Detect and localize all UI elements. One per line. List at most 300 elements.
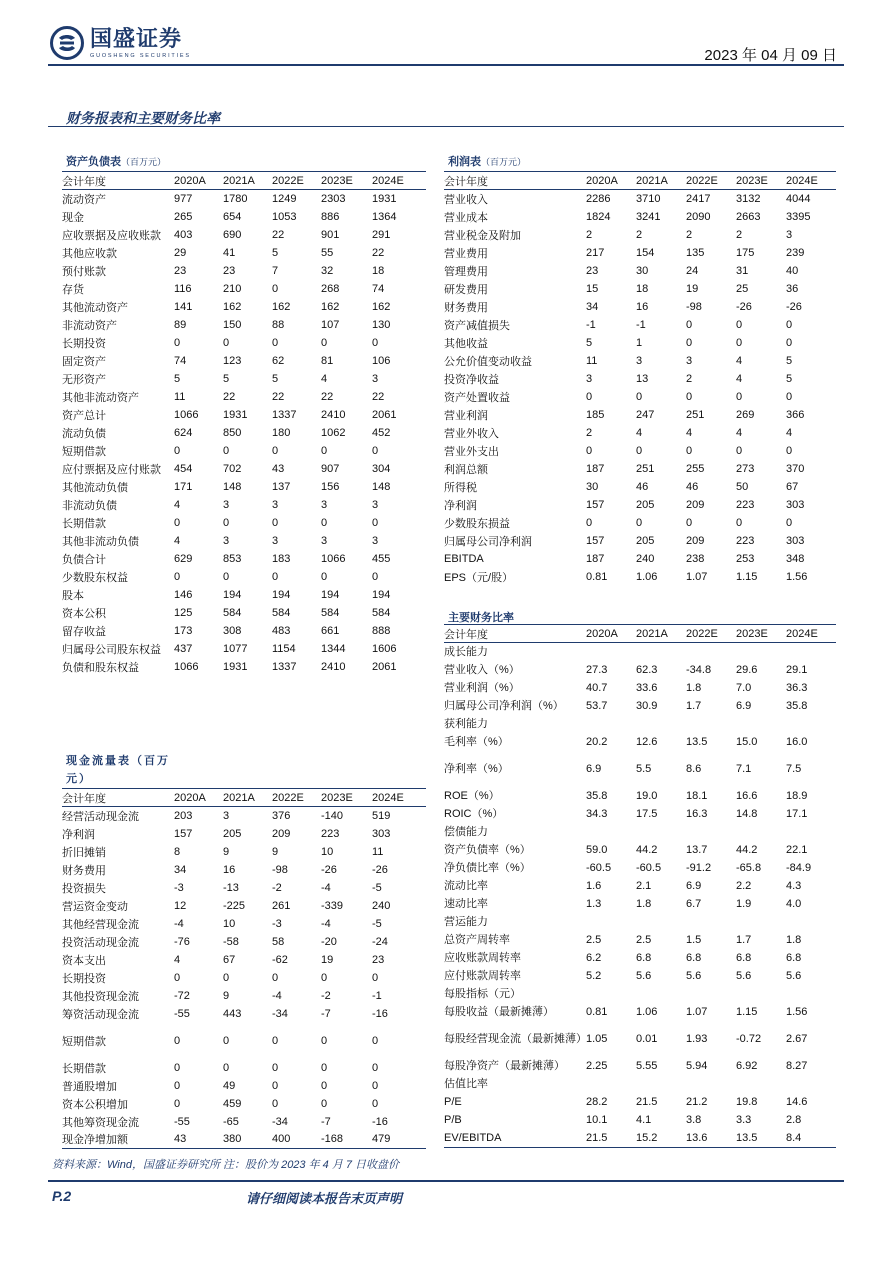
cell-value: 0 [321, 1034, 328, 1047]
cell-value: 21.5 [586, 1129, 636, 1148]
cell-value: 1.3 [586, 898, 602, 910]
table-row [444, 1093, 836, 1111]
cell-value: 2.67 [786, 1033, 808, 1045]
cell-value: 2286 [586, 192, 611, 205]
cell-value: 1.9 [736, 898, 752, 910]
cell-value: 21.2 [686, 1096, 708, 1108]
cell-value: 1337 [272, 660, 297, 673]
cell-value: 2 [586, 228, 593, 241]
cash-flow-name: 现金流量表 [66, 755, 131, 767]
row-label: 投资净收益 [444, 373, 499, 386]
cell-value: 584 [372, 606, 391, 619]
cell-value: 2 [736, 228, 743, 241]
cell-value: 6.8 [736, 952, 752, 964]
table-row [62, 969, 426, 987]
table-row [444, 460, 836, 478]
cell-value [786, 1075, 836, 1093]
cash-flow-table [62, 788, 426, 1149]
cell-value: 3 [372, 372, 379, 385]
cell-value: -4 [272, 989, 282, 1002]
cell-value: 20.2 [586, 736, 608, 748]
cell-value: 2.25 [586, 1060, 608, 1072]
cell-value: -5 [372, 917, 382, 930]
cell-value: 6.8 [686, 952, 702, 964]
cell-value: 1931 [223, 408, 248, 421]
row-label: 固定资产 [62, 355, 106, 368]
table-row [444, 1111, 836, 1129]
cell-value: 19 [686, 282, 699, 295]
cell-value: 0 [586, 516, 593, 529]
cell-value: 137 [272, 480, 291, 493]
row-label: 普通股增加 [62, 1080, 117, 1093]
cell-value: 1.7 [736, 934, 752, 946]
table-row [444, 1003, 836, 1021]
cell-value: 0 [686, 444, 693, 457]
table-row [444, 370, 836, 388]
cell-value: -140 [321, 809, 344, 822]
cell-value: 519 [372, 809, 391, 822]
cell-value: 0 [272, 1061, 279, 1074]
cell-value: 0 [223, 971, 230, 984]
cell-value: 0 [372, 336, 379, 349]
cell-value: 4.3 [786, 880, 802, 892]
cell-value: 5.6 [686, 970, 702, 982]
row-label: P/B [444, 1114, 462, 1126]
cell-value [686, 643, 736, 662]
cell-value: 2022E [686, 625, 736, 643]
row-label: 其他筹资现金流 [62, 1116, 139, 1129]
cell-value: -168 [321, 1131, 372, 1149]
row-label: 所得税 [444, 481, 477, 494]
cell-value: 0 [686, 390, 693, 403]
table-row [62, 190, 426, 208]
cell-value: 0 [686, 318, 693, 331]
table-row [444, 388, 836, 406]
cell-value: 210 [223, 282, 242, 295]
cell-value: -26 [372, 863, 388, 876]
cell-value: 8.6 [686, 763, 702, 775]
row-label: 资产减值损失 [444, 319, 510, 332]
cell-value: 162 [372, 300, 391, 313]
cell-value [586, 985, 636, 1003]
cell-value: 141 [174, 300, 193, 313]
cell-value: 2.1 [636, 880, 652, 892]
cell-value: 50 [736, 480, 749, 493]
cell-value: 1 [636, 336, 643, 349]
table-row [444, 733, 836, 751]
cell-value: 2023E [736, 625, 786, 643]
cell-value: 702 [223, 462, 242, 475]
cell-value: 205 [636, 534, 655, 547]
cell-value: 6.8 [636, 952, 652, 964]
cell-value: 12 [174, 899, 187, 912]
cell-value: 203 [174, 809, 193, 822]
cell-value: 0 [786, 516, 793, 529]
cell-value: 123 [223, 354, 242, 367]
row-label: 短期借款 [62, 1035, 106, 1048]
cell-value: 3 [223, 534, 230, 547]
table-header-row [62, 789, 426, 807]
cell-value: 304 [372, 462, 391, 475]
row-label: 成长能力 [444, 646, 488, 658]
cell-value [786, 643, 836, 662]
cell-value: 0 [321, 444, 328, 457]
cell-value: 1077 [223, 642, 248, 655]
logo-mark-icon [50, 26, 84, 60]
cell-value: 3132 [736, 192, 761, 205]
cell-value: 16.6 [736, 790, 758, 802]
table-row [444, 985, 836, 1003]
cell-value: 21.5 [636, 1096, 658, 1108]
row-label: P/E [444, 1096, 462, 1108]
cell-value: 15.0 [736, 736, 758, 748]
cell-value: 3241 [636, 210, 661, 223]
cell-value: 4 [736, 426, 743, 439]
row-label: ROE（%） [444, 790, 500, 802]
cell-value: 7.0 [736, 682, 752, 694]
table-row [444, 478, 836, 496]
cell-value: 690 [223, 228, 242, 241]
table-row [444, 967, 836, 985]
cell-value [736, 643, 786, 662]
cell-value: -7 [321, 1007, 331, 1020]
cell-value: 28.2 [586, 1096, 608, 1108]
table-row [444, 1075, 836, 1093]
row-label: 其他应收款 [62, 247, 117, 260]
cell-value: 44.2 [636, 844, 658, 856]
row-label: 其他非流动资产 [62, 391, 139, 404]
cell-value: 6.7 [686, 898, 702, 910]
cell-value: -84.9 [786, 862, 812, 874]
table-row [62, 861, 426, 879]
cell-value: -58 [223, 935, 239, 948]
cell-value: 1.8 [786, 934, 802, 946]
cell-value: 0 [174, 1034, 181, 1047]
cell-value: 4 [686, 426, 693, 439]
cell-value: 0 [321, 1097, 328, 1110]
row-label: 经营活动现金流 [62, 810, 139, 823]
cell-value: 171 [174, 480, 193, 493]
table-row [444, 715, 836, 733]
row-label: 营业成本 [444, 211, 488, 224]
cell-value: 2020A [586, 625, 636, 643]
table-row [62, 442, 426, 460]
cell-value: 13.7 [686, 844, 708, 856]
balance-sheet-unit: （百万元） [121, 157, 167, 167]
balance-sheet-title [66, 153, 166, 169]
row-label: EPS（元/股） [444, 571, 514, 584]
table-row [62, 550, 426, 568]
cell-value: 130 [372, 318, 391, 331]
cell-value: 35.8 [786, 700, 808, 712]
table-row [444, 550, 836, 568]
cell-value: 654 [223, 210, 242, 223]
row-label: 管理费用 [444, 265, 488, 278]
cell-value: 1.05 [586, 1033, 608, 1045]
cell-value: 23 [174, 264, 187, 277]
cell-value: 853 [223, 552, 242, 565]
table-row [62, 1131, 426, 1149]
cell-value: 24 [686, 264, 699, 277]
cell-value: -4 [321, 917, 331, 930]
cell-value: 157 [586, 498, 605, 511]
cell-value [586, 643, 636, 662]
cell-value: 3 [372, 534, 379, 547]
row-label: 归属母公司股东权益 [62, 643, 161, 656]
cell-value: 0 [223, 1034, 230, 1047]
cell-value: 2021A [223, 172, 272, 190]
row-label: 股本 [62, 589, 84, 602]
cell-value: -55 [174, 1007, 190, 1020]
table-row [444, 226, 836, 244]
table-row [62, 640, 426, 658]
cell-value: 2.5 [586, 934, 602, 946]
table-row [62, 1005, 426, 1023]
cell-value: 0 [321, 516, 328, 529]
income-statement-table [444, 171, 836, 586]
table-row [62, 262, 426, 280]
table-row [444, 1057, 836, 1075]
row-label: 资产总计 [62, 409, 106, 422]
cell-value: 6.9 [736, 700, 752, 712]
cell-value: 303 [786, 534, 805, 547]
table-row [62, 370, 426, 388]
cell-value: 89 [174, 318, 187, 331]
cell-value: 3 [321, 498, 328, 511]
cash-flow-title [66, 752, 170, 788]
cell-value: -91.2 [686, 862, 712, 874]
cell-value: 265 [174, 210, 193, 223]
cell-value: 116 [174, 282, 192, 295]
row-label: 应收票据及应收账款 [62, 229, 161, 242]
cell-value: -60.5 [636, 862, 662, 874]
cell-value: 194 [321, 588, 340, 601]
table-row [444, 244, 836, 262]
cell-value: 3 [321, 534, 328, 547]
cell-value: 5 [586, 336, 593, 349]
cell-value: 30.9 [636, 700, 658, 712]
cell-value: 23 [372, 953, 385, 966]
row-label: 会计年度 [62, 789, 174, 807]
row-label: 净负债比率（%） [444, 862, 531, 874]
row-label: 净利率（%） [444, 763, 509, 775]
table-row [444, 643, 836, 662]
cell-value: 4 [174, 534, 181, 547]
cell-value: 0 [272, 282, 279, 295]
cell-value: 2303 [321, 192, 346, 205]
section-rule [48, 126, 844, 127]
cell-value: 0.81 [586, 1006, 608, 1018]
table-row [62, 352, 426, 370]
cell-value: 0 [272, 1097, 279, 1110]
table-row [62, 1059, 426, 1077]
row-label: 应付票据及应付账款 [62, 463, 161, 476]
section-title: 财务报表和主要财务比率 [66, 110, 220, 126]
cell-value: -98 [686, 300, 702, 313]
cell-value: 3 [372, 498, 379, 511]
cell-value: 7 [272, 264, 279, 277]
cell-value: 4044 [786, 192, 811, 205]
cell-value: -24 [372, 935, 388, 948]
cell-value: 46 [636, 480, 649, 493]
cell-value: 35.8 [586, 790, 608, 802]
cell-value: -5 [372, 881, 382, 894]
table-row [62, 244, 426, 262]
cell-value: 187 [586, 552, 605, 565]
cell-value [636, 1075, 686, 1093]
cell-value: 217 [586, 246, 605, 259]
cell-value: 15 [586, 282, 599, 295]
cell-value: -26 [786, 300, 802, 313]
cell-value: 479 [372, 1131, 426, 1149]
cell-value [636, 643, 686, 662]
cell-value: 238 [686, 552, 705, 565]
row-label: 速动比率 [444, 898, 488, 910]
table-row [62, 478, 426, 496]
cell-value: -225 [223, 899, 246, 912]
cell-value: 0 [321, 1061, 328, 1074]
cash-flow-unit-1: （百万 [131, 755, 170, 767]
disclaimer: 请仔细阅读本报告末页声明 [246, 1191, 403, 1206]
cell-value: 22 [321, 390, 334, 403]
row-label: 营业收入 [444, 193, 488, 206]
cell-value: 0 [223, 336, 230, 349]
cell-value [686, 823, 736, 841]
cell-value: 308 [223, 624, 242, 637]
cell-value: 5.55 [636, 1060, 658, 1072]
cell-value: 5.94 [686, 1060, 708, 1072]
row-label: 流动资产 [62, 193, 106, 206]
source-footnote: 资料来源：Wind，国盛证券研究所 注：股价为 2023 年 4 月 7 日收盘价 [52, 1159, 400, 1171]
cell-value: 7.1 [736, 763, 752, 775]
row-label: 长期投资 [62, 972, 106, 985]
cell-value: 18 [636, 282, 649, 295]
table-row [444, 661, 836, 679]
cell-value: 0 [272, 1079, 279, 1092]
row-label: 资产处置收益 [444, 391, 510, 404]
row-label: 每股净资产（最新摊薄） [444, 1060, 565, 1072]
row-label: 会计年度 [444, 625, 586, 643]
row-label: 营业外收入 [444, 427, 499, 440]
cell-value: 223 [736, 534, 755, 547]
cell-value [636, 715, 686, 733]
table-row [62, 825, 426, 843]
row-label: 每股收益（最新摊薄） [444, 1006, 554, 1018]
cell-value: 2022E [272, 172, 321, 190]
cell-value: 2417 [686, 192, 711, 205]
cell-value: 0 [272, 516, 279, 529]
cell-value: 13.6 [686, 1129, 736, 1148]
cash-flow-unit-2: 元） [66, 773, 92, 785]
cell-value: 62 [272, 354, 285, 367]
row-label: 长期投资 [62, 337, 106, 350]
cell-value: 81 [321, 354, 334, 367]
cell-value: 1606 [372, 642, 397, 655]
row-label: 营业利润 [444, 409, 488, 422]
cell-value: 19.0 [636, 790, 658, 802]
cell-value: 0 [636, 444, 643, 457]
cell-value: 1.7 [686, 700, 702, 712]
row-label: 无形资产 [62, 373, 106, 386]
cell-value: 629 [174, 552, 193, 565]
row-label: 其他投资现金流 [62, 990, 139, 1003]
row-label: 财务费用 [62, 864, 106, 877]
cell-value: 9 [223, 845, 230, 858]
cell-value: 443 [223, 1007, 242, 1020]
cell-value: 2663 [736, 210, 761, 223]
cell-value: 0 [372, 1061, 379, 1074]
cell-value: 303 [372, 827, 391, 840]
cell-value: 23 [223, 264, 236, 277]
cell-value: 46 [686, 480, 699, 493]
cell-value: 2.2 [736, 880, 752, 892]
table-row [444, 805, 836, 823]
table-row [62, 460, 426, 478]
cell-value: 18 [372, 264, 385, 277]
cell-value: -16 [372, 1007, 388, 1020]
cell-value: 2024E [786, 172, 836, 190]
cell-value: 0 [586, 444, 593, 457]
cell-value: 29.1 [786, 664, 808, 676]
cell-value: 0 [372, 1079, 379, 1092]
cell-value: -3 [174, 881, 184, 894]
cell-value [786, 985, 836, 1003]
row-label: 营业利润（%） [444, 682, 520, 694]
cell-value: 0 [786, 390, 793, 403]
cell-value: 2024E [786, 625, 836, 643]
row-label: 会计年度 [444, 172, 586, 190]
cell-value: 2023E [321, 172, 372, 190]
balance-sheet-name: 资产负债表 [66, 156, 121, 168]
cell-value: 5 [174, 372, 181, 385]
cell-value: 22 [272, 228, 285, 241]
row-label: 净利润 [62, 828, 95, 841]
cell-value [736, 913, 786, 931]
cell-value: 2.8 [786, 1114, 802, 1126]
table-row [444, 406, 836, 424]
cell-value: -26 [736, 300, 752, 313]
cell-value: -2 [321, 989, 331, 1002]
row-label: 资本公积 [62, 607, 106, 620]
cell-value: 15.2 [636, 1129, 686, 1148]
cell-value: -60.5 [586, 862, 612, 874]
row-label: 长期借款 [62, 1062, 106, 1075]
cell-value: 0 [321, 971, 328, 984]
cell-value: 0 [786, 444, 793, 457]
row-label: 留存收益 [62, 625, 106, 638]
cell-value: 268 [321, 282, 340, 295]
cell-value: 187 [586, 462, 605, 475]
table-row [444, 1129, 836, 1148]
cell-value: 43 [174, 1131, 223, 1149]
table-row [444, 841, 836, 859]
cell-value: 1337 [272, 408, 297, 421]
row-label: EBITDA [444, 552, 484, 565]
cell-value: 3 [272, 534, 279, 547]
cell-value: 205 [223, 827, 242, 840]
cell-value: 16.0 [786, 736, 808, 748]
table-row [444, 514, 836, 532]
table-row [444, 877, 836, 895]
cell-value: 209 [686, 498, 705, 511]
table-header-row [62, 172, 426, 190]
cell-value: 22 [372, 246, 385, 259]
cell-value: 34.3 [586, 808, 608, 820]
row-label: 现金 [62, 211, 84, 224]
cell-value: 19.8 [736, 1096, 758, 1108]
cell-value: 36 [786, 282, 799, 295]
cell-value: 125 [174, 606, 193, 619]
